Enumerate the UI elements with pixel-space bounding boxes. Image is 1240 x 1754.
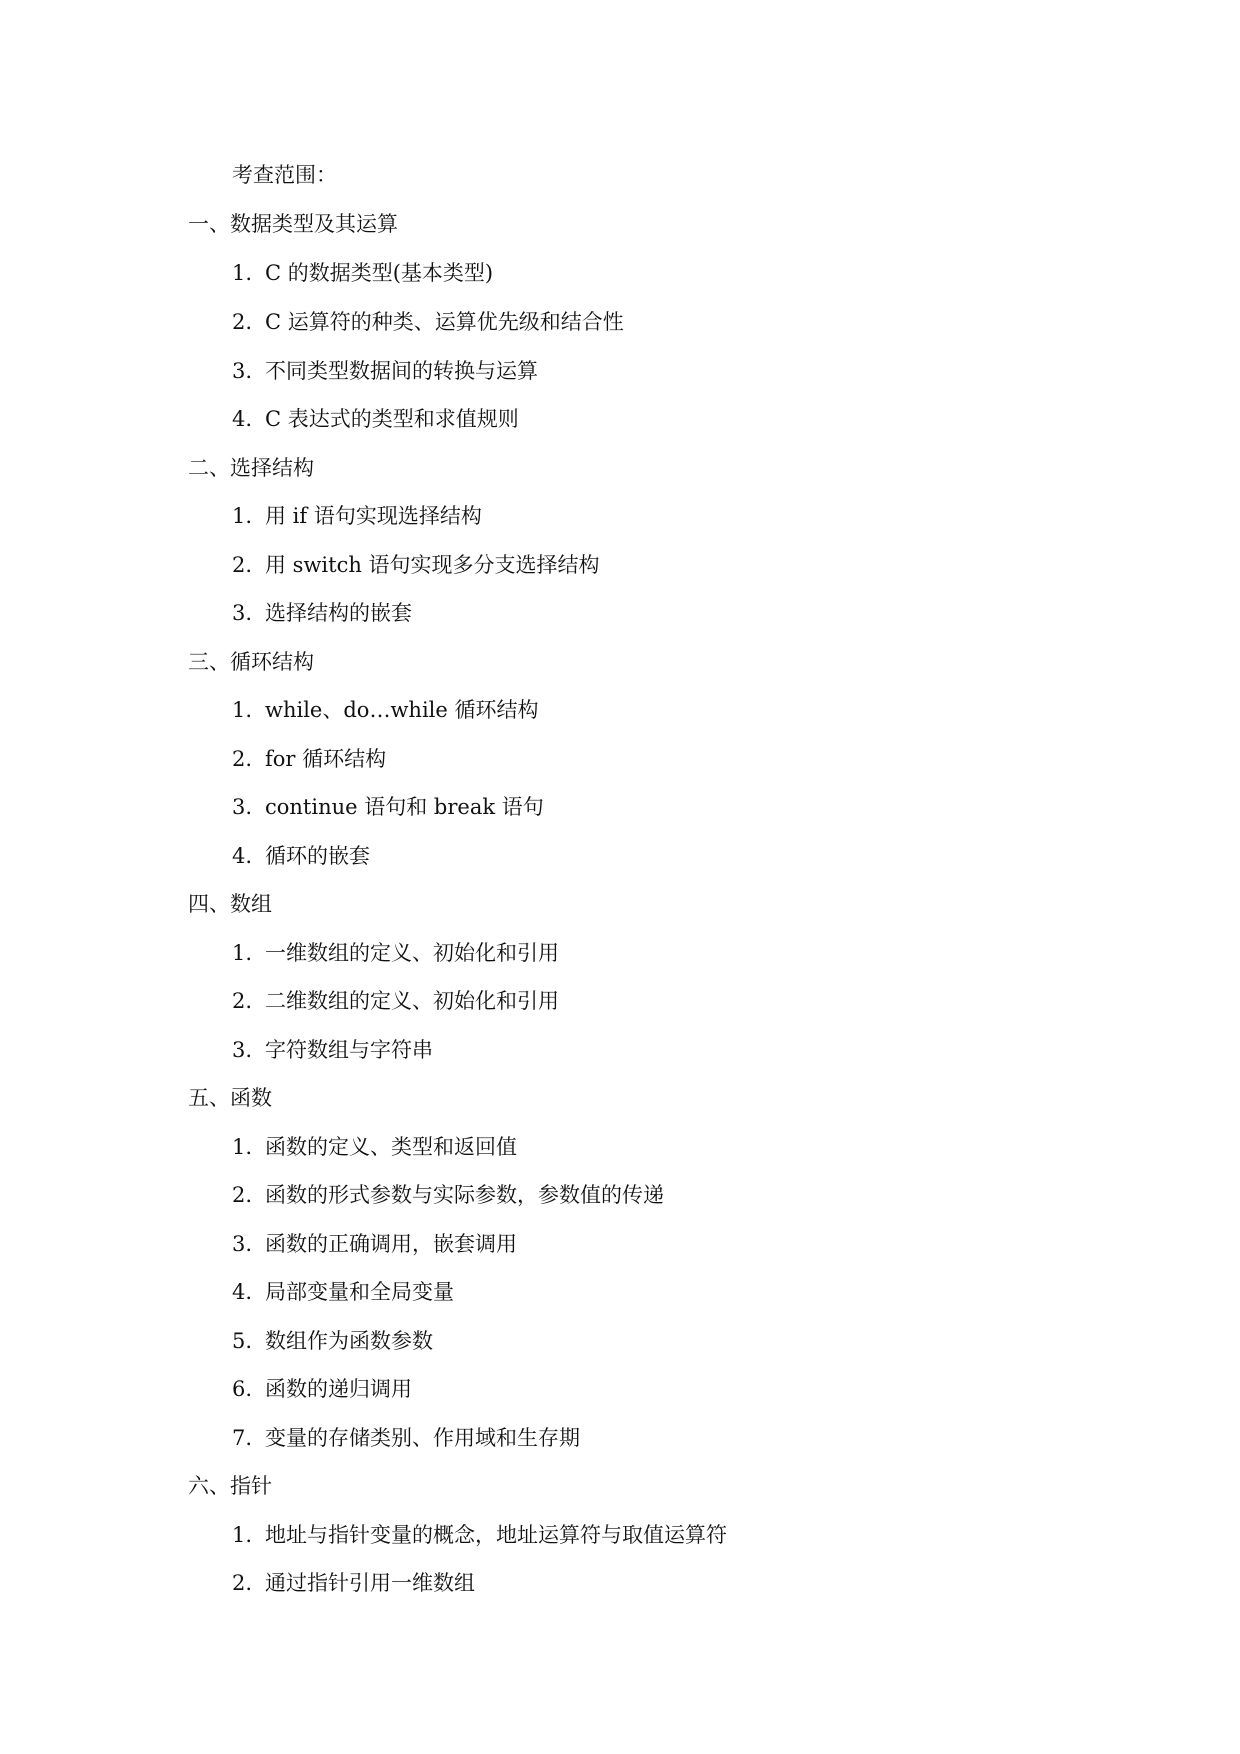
- list-item: [232, 1231, 517, 1257]
- item-number: 2.: [232, 310, 253, 334]
- item-number: 6.: [232, 1377, 253, 1401]
- list-item: [232, 260, 493, 286]
- item-text: 地址与指针变量的概念，地址运算符与取值运算符: [265, 1523, 727, 1547]
- list-item: [232, 600, 412, 626]
- list-item: [232, 1522, 727, 1548]
- list-item: [232, 988, 559, 1014]
- item-text: 选择结构的嵌套: [265, 601, 412, 625]
- list-item: [232, 1570, 475, 1596]
- list-item: [232, 503, 482, 529]
- item-number: 1.: [232, 941, 253, 965]
- list-item: [232, 309, 624, 335]
- item-number: 2.: [232, 1183, 253, 1207]
- item-number: 4.: [232, 407, 253, 431]
- item-text: while、do…while 循环结构: [265, 698, 539, 722]
- item-number: 7.: [232, 1426, 253, 1450]
- item-text: C 运算符的种类、运算优先级和结合性: [265, 310, 624, 334]
- section-title: 五、函数: [188, 1086, 272, 1110]
- item-number: 3.: [232, 601, 253, 625]
- item-number: 2.: [232, 1571, 253, 1595]
- item-number: 3.: [232, 795, 253, 819]
- item-number: 1.: [232, 261, 253, 285]
- item-text: continue 语句和 break 语句: [265, 795, 544, 819]
- item-text: 数组作为函数参数: [265, 1329, 433, 1353]
- list-item: [232, 1037, 433, 1063]
- item-text: C 表达式的类型和求值规则: [265, 407, 519, 431]
- item-number: 3.: [232, 1038, 253, 1062]
- list-item: [232, 843, 370, 869]
- list-item: [232, 794, 544, 820]
- item-text: 函数的递归调用: [265, 1377, 412, 1401]
- section-title: 六、指针: [188, 1474, 272, 1498]
- section-title: 二、选择结构: [188, 456, 314, 480]
- section-title: 四、数组: [188, 892, 272, 916]
- section-title: 一、数据类型及其运算: [188, 212, 398, 236]
- list-item: [232, 1134, 517, 1160]
- scope-heading: 考查范围：: [232, 163, 337, 187]
- item-number: 4.: [232, 844, 253, 868]
- list-item: [232, 940, 559, 966]
- item-number: 1.: [232, 1135, 253, 1159]
- list-item: [232, 746, 386, 772]
- list-item: [232, 406, 519, 432]
- list-item: [232, 1425, 580, 1451]
- list-item: [232, 358, 538, 384]
- item-text: 字符数组与字符串: [265, 1038, 433, 1062]
- item-text: 局部变量和全局变量: [265, 1280, 454, 1304]
- item-text: 变量的存储类别、作用域和生存期: [265, 1426, 580, 1450]
- item-number: 2.: [232, 989, 253, 1013]
- item-number: 1.: [232, 1523, 253, 1547]
- item-text: 函数的正确调用，嵌套调用: [265, 1232, 517, 1256]
- list-item: [232, 552, 600, 578]
- item-text: 函数的形式参数与实际参数，参数值的传递: [265, 1183, 664, 1207]
- item-text: 不同类型数据间的转换与运算: [265, 359, 538, 383]
- item-number: 3.: [232, 359, 253, 383]
- list-item: [232, 1279, 454, 1305]
- list-item: [232, 697, 538, 723]
- list-item: [232, 1182, 664, 1208]
- item-text: 用 switch 语句实现多分支选择结构: [265, 553, 600, 577]
- item-text: 通过指针引用一维数组: [265, 1571, 475, 1595]
- item-number: 2.: [232, 747, 253, 771]
- item-text: 二维数组的定义、初始化和引用: [265, 989, 559, 1013]
- item-text: 函数的定义、类型和返回值: [265, 1135, 517, 1159]
- item-text: 一维数组的定义、初始化和引用: [265, 941, 559, 965]
- list-item: [232, 1376, 412, 1402]
- section-title: 三、循环结构: [188, 650, 314, 674]
- item-number: 1.: [232, 504, 253, 528]
- list-item: [232, 1328, 433, 1354]
- item-number: 2.: [232, 553, 253, 577]
- item-text: 用 if 语句实现选择结构: [265, 504, 482, 528]
- item-text: C 的数据类型(基本类型): [265, 261, 494, 285]
- item-number: 1.: [232, 698, 253, 722]
- item-text: 循环的嵌套: [265, 844, 370, 868]
- item-number: 4.: [232, 1280, 253, 1304]
- item-text: for 循环结构: [265, 747, 387, 771]
- item-number: 3.: [232, 1232, 253, 1256]
- item-number: 5.: [232, 1329, 253, 1353]
